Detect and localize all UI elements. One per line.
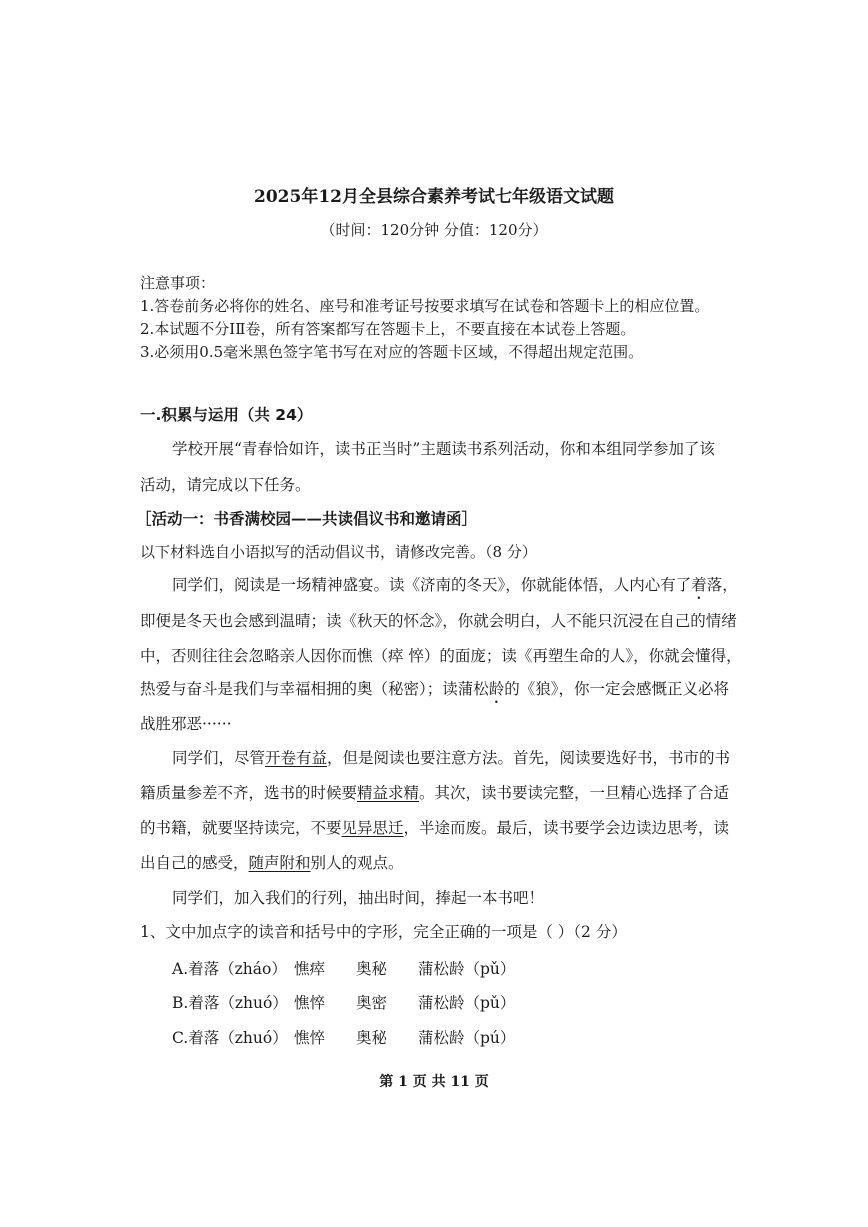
- passage-text: ，半途而废。最后，读书要学会边读边思考，读: [403, 819, 730, 837]
- option-word: 憔瘁: [294, 960, 326, 978]
- notice-item-1: 1.答卷前务必将你的姓名、座号和准考证号按要求填写在试卷和答题卡上的相应位置。: [140, 297, 710, 315]
- passage-text: 同学们，阅读是一场精神盛宴。读《济南的冬天》，你就能体悟，人内心有了: [172, 576, 692, 594]
- passage-line: 中，否则往往会忽略亲人因你而憔（瘁 悴）的面庞；读《再塑生命的人》，你就会懂得，: [140, 647, 742, 665]
- option-label: B.着落（zhuó）: [172, 994, 288, 1012]
- passage-text: 落，: [706, 576, 738, 594]
- passage-line: [172, 573, 738, 603]
- passage-line: 战胜邪恶······: [140, 715, 232, 733]
- option-word: 蒲松龄（pú）: [418, 1029, 516, 1047]
- passage-line: [140, 851, 404, 873]
- passage-line: [140, 677, 729, 707]
- exam-title: 2025年12月全县综合素养考试七年级语文试题: [254, 187, 614, 207]
- passage-text: 。其次，读书要读完整，一旦精心选择了合适: [419, 784, 730, 802]
- passage-line: [140, 781, 729, 803]
- underlined-idiom: 开卷有益: [265, 749, 328, 767]
- passage-text: 出自己的感受，: [140, 854, 249, 872]
- passage-text: 籍质量参差不齐，选书的时候要: [140, 784, 358, 802]
- notice-item-3: 3.必须用0.5毫米黑色签字笔书写在对应的答题卡区域，不得超出规定范围。: [140, 343, 644, 361]
- passage-text: 热爱与奋斗是我们与幸福相拥的奥（秘密）；读蒲松: [140, 680, 489, 698]
- passage-line: 即便是冬天也会感到温晴；读《秋天的怀念》，你就会明白，人不能只沉浸在自己的情绪: [140, 612, 737, 630]
- underlined-idiom: 见异思迁: [341, 819, 404, 837]
- activity-instruction: 以下材料选自小语拟写的活动倡议书，请修改完善。（8 分）: [140, 543, 537, 561]
- passage-text: 别人的观点。: [310, 854, 404, 872]
- underlined-idiom: 随声附和: [248, 854, 311, 872]
- option-c[interactable]: [172, 1026, 515, 1048]
- exam-subtitle: （时间：120分钟 分值：120分）: [320, 221, 548, 239]
- page-footer: 第 1 页 共 11 页: [379, 1074, 489, 1090]
- section-heading: 一.积累与运用（共 24）: [140, 406, 313, 424]
- notice-heading: 注意事项：: [140, 274, 216, 292]
- option-word: 憔悴: [294, 1029, 326, 1047]
- underlined-idiom: 精益求精: [357, 784, 420, 802]
- option-word: 奥秘: [356, 960, 388, 978]
- section-intro-line: 学校开展“青春恰如许，读书正当时”主题读书系列活动，你和本组同学参加了该: [172, 440, 715, 458]
- question-stem: 1、文中加点字的读音和括号中的字形，完全正确的一项是（ ）（2 分）: [140, 923, 627, 941]
- notice-item-2: 2.本试题不分ⅠⅡ卷，所有答案都写在答题卡上，不要直接在本试卷上答题。: [140, 320, 636, 338]
- option-word: 奥秘: [356, 1029, 388, 1047]
- option-word: 奥密: [356, 994, 388, 1012]
- option-label: C.着落（zhuó）: [172, 1029, 288, 1047]
- option-word: 蒲松龄（pǔ）: [418, 994, 516, 1012]
- option-word: 憔悴: [294, 994, 326, 1012]
- option-word: 蒲松龄（pǔ）: [418, 960, 516, 978]
- passage-text: ，但是阅读也要注意方法。首先，阅读要选好书，书市的书: [327, 749, 731, 767]
- passage-line: [172, 746, 730, 768]
- option-b[interactable]: [172, 991, 515, 1013]
- passage-line: 同学们，加入我们的行列，抽出时间，捧起一本书吧！: [172, 889, 545, 907]
- section-intro-line: 活动，请完成以下任务。: [140, 476, 311, 494]
- passage-text: 同学们，尽管: [172, 749, 266, 767]
- passage-line: [140, 816, 729, 838]
- option-label: A.着落（zháo）: [172, 960, 287, 978]
- passage-text: 的书籍，就要坚持读完，不要: [140, 819, 342, 837]
- dotted-char: 龄: [488, 680, 505, 698]
- activity-title: ［活动一：书香满校园——共读倡议书和邀请函］: [136, 509, 478, 528]
- passage-text: 的《狼》，你一定会感慨正义必将: [504, 680, 730, 698]
- option-a[interactable]: [172, 957, 515, 979]
- dotted-char: 着: [691, 576, 707, 594]
